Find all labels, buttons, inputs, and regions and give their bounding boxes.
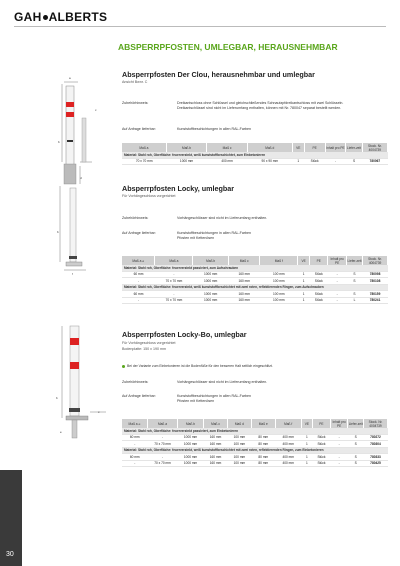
table-header-row	[122, 419, 388, 428]
cell: -	[122, 278, 155, 285]
cell: Stück	[310, 278, 328, 285]
cell: 100 mm	[227, 454, 251, 461]
material-text: Material: Stahl roh, Oberfläche: feuerverzinkt, weiß kunststoffbeschichtet, zum Einbetonieren	[122, 152, 388, 158]
col-header: Maß e	[251, 419, 275, 428]
col-header: Maß c	[204, 419, 228, 428]
cell: 400 mm	[275, 441, 301, 448]
cell: 160 mm	[204, 441, 228, 448]
table-header-row	[122, 256, 388, 265]
info-key: Auf Anfrage lieferbar:	[122, 231, 156, 235]
cell: -	[330, 454, 348, 461]
dim-label-a: a	[69, 76, 71, 80]
info-value	[177, 394, 251, 404]
cell: -	[122, 460, 147, 467]
info-line-1: Kunststoffbeschichtungen in allen RAL-Farben	[177, 231, 252, 235]
cell: 60 mm	[122, 271, 155, 278]
col-header: Maß d	[227, 419, 251, 428]
bullet-icon	[122, 365, 125, 368]
col-header: Stock. Nr. 4004739	[362, 143, 387, 152]
col-header: Maß a ⌀	[122, 256, 155, 265]
cell: 70 x 70 mm	[155, 278, 193, 285]
cell: -	[147, 454, 177, 461]
article-number: 780159	[363, 291, 388, 298]
cell: -	[155, 271, 193, 278]
cell: S	[346, 271, 362, 278]
cell: 90 x 90 mm	[247, 158, 292, 165]
cell: -	[330, 434, 348, 441]
info-key: Zubehörhinweis:	[122, 216, 149, 220]
brand-left: GAH	[14, 10, 42, 24]
cell: 1	[301, 454, 312, 461]
article-number: 780425	[364, 460, 388, 467]
cell: Stück	[313, 460, 331, 467]
cell: 160 mm	[229, 297, 260, 304]
cell: Stück	[313, 454, 331, 461]
cell: -	[325, 158, 346, 165]
cell: 1000 mm	[166, 158, 207, 165]
col-header: Liefer-zeit	[346, 256, 362, 265]
cell: 100 mm	[260, 278, 298, 285]
logo-dot-icon	[43, 15, 48, 20]
col-header: Inhalt pro PE	[330, 419, 348, 428]
cell: 80 mm	[251, 441, 275, 448]
col-header: Maß b	[178, 419, 204, 428]
col-header: PE	[313, 419, 331, 428]
article-number: 780241	[363, 297, 388, 304]
cell: 60 mm	[122, 454, 147, 461]
cell: -	[330, 441, 348, 448]
cell: Stück	[310, 297, 328, 304]
article-number: 780333	[364, 454, 388, 461]
bullet-text: Bei der Variante zum Einbetonieren ist die Bodenfüße für den besseren Halt seitlich eingeschlitzt.	[127, 364, 273, 368]
product-3-illustration	[56, 322, 114, 442]
cell: 60 mm	[122, 434, 147, 441]
material-text: Material: Stahl roh, Oberfläche: feuerverzinkt, weiß kunststoffbeschichtet mit zwei roten, reflektierenden Ringen, zum Aufschrauben	[122, 284, 388, 291]
dim-label-c: c	[95, 108, 97, 112]
col-header: Inhalt pro PE	[328, 256, 346, 265]
cell: 60 mm	[122, 291, 155, 298]
cell: 400 mm	[275, 434, 301, 441]
col-header: Liefer-zeit	[348, 419, 364, 428]
cell: 1	[298, 271, 310, 278]
material-text: Material: Stahl roh, Oberfläche: feuerverzinkt passiviert, zum Aufschrauben	[122, 265, 388, 271]
product-2-title: Absperrpfosten Locky, umlegbar	[122, 184, 235, 193]
cell: Stück	[310, 271, 328, 278]
col-header: PE	[310, 256, 328, 265]
brand-logo	[14, 10, 107, 24]
cell: 400 mm	[207, 158, 248, 165]
dim-label-b: b	[57, 230, 59, 234]
col-header: Maß c	[229, 256, 260, 265]
cell: Stück	[313, 441, 331, 448]
info-line-1: Kunststoffbeschichtungen in allen RAL-Farben	[177, 394, 252, 398]
cell: Stück	[304, 158, 325, 165]
article-number: 780272	[364, 434, 388, 441]
cell: 100 mm	[227, 460, 251, 467]
table-row	[122, 460, 388, 467]
cell: 1	[301, 441, 312, 448]
dim-label-b: b	[56, 396, 58, 400]
page-number: 30	[6, 551, 14, 558]
cell: -	[330, 460, 348, 467]
cell: 1000 mm	[178, 460, 204, 467]
cell: 100 mm	[227, 441, 251, 448]
col-header: Maß b	[166, 143, 207, 152]
product-1-title: Absperrpfosten Der Clou, herausnehmbar und umlegbar	[122, 70, 315, 79]
info-value	[177, 101, 343, 111]
cell: 80 mm	[251, 454, 275, 461]
cell: 1	[292, 158, 304, 165]
col-header: Stock. Nr. 4004739	[363, 256, 388, 265]
header-rule	[14, 26, 386, 27]
article-number: 780067	[362, 158, 387, 165]
col-header: Maß a	[147, 419, 177, 428]
col-header: Maß b	[193, 256, 229, 265]
col-header: VE	[292, 143, 304, 152]
info-line-2: Dreikantschlüssel sind nicht im Lieferumfang enthalten, können mit Nr. 780047 separat bestellt werden.	[177, 106, 342, 111]
info-value	[177, 231, 251, 241]
col-header: Maß a	[155, 256, 193, 265]
col-header: Maß d	[247, 143, 292, 152]
cell: L	[346, 297, 362, 304]
article-number: 780304	[364, 441, 388, 448]
product-1-sub: Ansicht Bwnr. C	[122, 80, 148, 84]
material-text: Material: Stahl roh, Oberfläche: feuerverzinkt, weiß kunststoffbeschichtet mit zwei roten, reflektierenden Ringen, zum Einbetonieren	[122, 447, 388, 454]
cell: 160 mm	[204, 460, 228, 467]
col-header: Maß a	[122, 143, 166, 152]
cell: 1	[301, 460, 312, 467]
product-3-sub2: Bodenplatte: 150 x 190 mm	[122, 347, 166, 351]
product-1-illustration	[58, 78, 98, 188]
dim-label-e: e	[60, 430, 62, 434]
col-header: VE	[301, 419, 312, 428]
product-2-sub: Für Vorhängeschloss vorgerichtet	[122, 194, 176, 198]
article-number: 780108	[363, 278, 388, 285]
cell: 160 mm	[229, 278, 260, 285]
table-row	[122, 158, 388, 165]
cell: S	[348, 460, 364, 467]
product-3-bullet	[122, 364, 273, 368]
cell: -	[328, 271, 346, 278]
cell: 400 mm	[275, 454, 301, 461]
table-row	[122, 297, 388, 304]
info-key: Zubehörhinweis:	[122, 101, 149, 105]
info-key: Auf Anfrage lieferbar:	[122, 127, 156, 131]
info-value: Vorhängeschlösser sind nicht im Lieferumfang enthalten.	[177, 380, 268, 384]
cell: 1000 mm	[193, 291, 229, 298]
cell: 70 x 70 mm	[147, 441, 177, 448]
dim-label-d: d	[80, 176, 82, 180]
cell: Stück	[310, 291, 328, 298]
cell: 160 mm	[204, 434, 228, 441]
col-header: Maß f	[275, 419, 301, 428]
col-header: Liefer-zeit	[346, 143, 362, 152]
cell: 100 mm	[260, 291, 298, 298]
cell: S	[346, 278, 362, 285]
cell: 70 x 70 mm	[155, 297, 193, 304]
cell: 1000 mm	[178, 441, 204, 448]
cell: 100 mm	[260, 297, 298, 304]
product-2-table	[122, 256, 388, 304]
dim-label-c: c	[98, 410, 100, 414]
dim-label-b: b	[58, 140, 60, 144]
info-line-2: Pfosten mit Kettenösen	[177, 236, 215, 241]
cell: 400 mm	[275, 460, 301, 467]
cell: 80 mm	[251, 460, 275, 467]
col-header: Maß a ⌀	[122, 419, 147, 428]
cell: S	[346, 158, 362, 165]
cell: -	[147, 434, 177, 441]
cell: 160 mm	[204, 454, 228, 461]
cell: -	[328, 278, 346, 285]
col-header: Maß c	[207, 143, 248, 152]
cell: 1000 mm	[193, 278, 229, 285]
cell: 1000 mm	[178, 454, 204, 461]
article-number: 780098	[363, 271, 388, 278]
cell: 160 mm	[229, 291, 260, 298]
cell: 70 x 70 mm	[147, 460, 177, 467]
col-header: VE	[298, 256, 310, 265]
cell: S	[346, 291, 362, 298]
info-line-1: Dreikantschloss ohne Schlüssel und gleichschließendes Schnautzpfdreikantschloss mit zwei Schlüsseln.	[177, 101, 344, 105]
cell: -	[328, 291, 346, 298]
col-header: Stock. Nr. 4004739	[364, 419, 388, 428]
cell: -	[122, 297, 155, 304]
cell: 160 mm	[229, 271, 260, 278]
info-value: Vorhängeschlösser sind nicht im Lieferumfang enthalten.	[177, 216, 268, 220]
product-3-sub: Für Vorhängeschloss vorgerichtet	[122, 341, 176, 345]
cell: 100 mm	[227, 434, 251, 441]
cell: 1	[298, 291, 310, 298]
info-line-2: Pfosten mit Kettenösen	[177, 399, 215, 404]
product-3-table	[122, 419, 388, 467]
material-text: Material: Stahl roh, Oberfläche: feuerverzinkt passiviert, zum Einbetonieren	[122, 428, 388, 434]
product-1-table	[122, 143, 388, 165]
cell: 1	[298, 278, 310, 285]
cell: 1	[298, 297, 310, 304]
cell: 1000 mm	[193, 297, 229, 304]
cell: -	[122, 441, 147, 448]
cell: S	[348, 454, 364, 461]
cell: S	[348, 441, 364, 448]
info-key: Auf Anfrage lieferbar:	[122, 394, 156, 398]
cell: S	[348, 434, 364, 441]
cell: 1000 mm	[193, 271, 229, 278]
col-header: Inhalt pro PE	[325, 143, 346, 152]
product-2-illustration	[56, 182, 106, 274]
page-heading: ABSPERRPFOSTEN, UMLEGBAR, HERAUSNEHMBAR	[118, 42, 338, 52]
cell: 1	[301, 434, 312, 441]
cell: 70 x 70 mm	[122, 158, 166, 165]
product-3-title: Absperrpfosten Locky-Bo, umlegbar	[122, 330, 247, 339]
cell: 100 mm	[260, 271, 298, 278]
brand-right: ALBERTS	[48, 10, 108, 24]
info-key: Zubehörhinweis:	[122, 380, 149, 384]
col-header: Maß f	[260, 256, 298, 265]
dim-label-f: f	[72, 272, 73, 276]
cell: Stück	[313, 434, 331, 441]
col-header: PE	[304, 143, 325, 152]
info-value: Kunststoffbeschichtungen in allen RAL-Farben	[177, 127, 252, 131]
cell: 80 mm	[251, 434, 275, 441]
table-header-row	[122, 143, 388, 152]
cell: 1000 mm	[178, 434, 204, 441]
cell: -	[155, 291, 193, 298]
cell: -	[328, 297, 346, 304]
